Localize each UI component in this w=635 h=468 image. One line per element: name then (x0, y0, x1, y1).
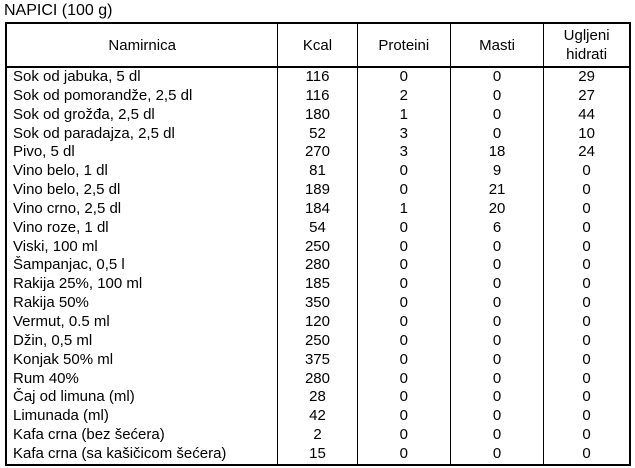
cell-proteini: 0 (357, 407, 450, 426)
cell-ugljeni-hidrati: 29 (544, 67, 630, 87)
cell-masti: 0 (450, 332, 543, 351)
cell-ugljeni-hidrati: 0 (544, 388, 630, 407)
cell-masti: 0 (450, 67, 543, 87)
cell-proteini: 2 (357, 87, 450, 106)
cell-proteini: 0 (357, 388, 450, 407)
cell-masti: 0 (450, 388, 543, 407)
cell-masti: 0 (450, 294, 543, 313)
table-row (6, 256, 630, 275)
cell-ugljeni-hidrati: 0 (544, 426, 630, 445)
cell-namirnica: Pivo, 5 dl (6, 143, 278, 162)
cell-kcal: 280 (278, 370, 357, 389)
cell-kcal: 184 (278, 200, 357, 219)
cell-proteini: 0 (357, 219, 450, 238)
cell-proteini: 3 (357, 143, 450, 162)
cell-kcal: 250 (278, 332, 357, 351)
cell-kcal: 180 (278, 106, 357, 125)
column-header-masti: Masti (450, 23, 543, 67)
table-body (6, 67, 630, 465)
cell-kcal: 2 (278, 426, 357, 445)
cell-masti: 21 (450, 181, 543, 200)
cell-masti: 6 (450, 219, 543, 238)
cell-masti: 0 (450, 370, 543, 389)
cell-masti: 0 (450, 445, 543, 465)
table-row (6, 407, 630, 426)
table-row (6, 238, 630, 257)
cell-ugljeni-hidrati: 0 (544, 219, 630, 238)
table-header (6, 23, 630, 67)
cell-ugljeni-hidrati: 0 (544, 332, 630, 351)
cell-namirnica: Konjak 50% ml (6, 351, 278, 370)
cell-proteini: 0 (357, 313, 450, 332)
cell-proteini: 0 (357, 332, 450, 351)
table-row (6, 351, 630, 370)
table-row (6, 275, 630, 294)
cell-ugljeni-hidrati: 10 (544, 125, 630, 144)
cell-namirnica: Sok od pomorandže, 2,5 dl (6, 87, 278, 106)
cell-ugljeni-hidrati: 0 (544, 200, 630, 219)
cell-kcal: 375 (278, 351, 357, 370)
table-title: NAPICI (100 g) (4, 2, 113, 19)
column-header-proteini: Proteini (357, 23, 450, 67)
cell-namirnica: Rakija 50% (6, 294, 278, 313)
cell-namirnica: Šampanjac, 0,5 l (6, 256, 278, 275)
cell-proteini: 0 (357, 445, 450, 465)
cell-ugljeni-hidrati: 44 (544, 106, 630, 125)
table-row (6, 200, 630, 219)
cell-namirnica: Limunada (ml) (6, 407, 278, 426)
table-row (6, 332, 630, 351)
cell-namirnica: Viski, 100 ml (6, 238, 278, 257)
table-row (6, 426, 630, 445)
table-row (6, 313, 630, 332)
cell-masti: 9 (450, 162, 543, 181)
cell-ugljeni-hidrati: 27 (544, 87, 630, 106)
cell-proteini: 1 (357, 200, 450, 219)
cell-namirnica: Rum 40% (6, 370, 278, 389)
cell-masti: 0 (450, 351, 543, 370)
cell-namirnica: Vino crno, 2,5 dl (6, 200, 278, 219)
cell-proteini: 0 (357, 181, 450, 200)
column-header-ugljeni-hidrati: Ugljeni hidrati (544, 23, 630, 67)
cell-kcal: 185 (278, 275, 357, 294)
cell-ugljeni-hidrati: 0 (544, 407, 630, 426)
cell-kcal: 270 (278, 143, 357, 162)
cell-proteini: 0 (357, 238, 450, 257)
cell-namirnica: Vino belo, 1 dl (6, 162, 278, 181)
cell-proteini: 3 (357, 125, 450, 144)
cell-masti: 0 (450, 256, 543, 275)
cell-ugljeni-hidrati: 0 (544, 275, 630, 294)
cell-masti: 0 (450, 125, 543, 144)
cell-namirnica: Rakija 25%, 100 ml (6, 275, 278, 294)
table-row (6, 370, 630, 389)
cell-ugljeni-hidrati: 0 (544, 294, 630, 313)
nutrition-table (5, 22, 631, 466)
cell-ugljeni-hidrati: 0 (544, 445, 630, 465)
cell-proteini: 0 (357, 351, 450, 370)
cell-masti: 0 (450, 106, 543, 125)
column-header-kcal: Kcal (278, 23, 357, 67)
table-row (6, 106, 630, 125)
cell-ugljeni-hidrati: 0 (544, 238, 630, 257)
cell-ugljeni-hidrati: 0 (544, 181, 630, 200)
cell-kcal: 81 (278, 162, 357, 181)
cell-proteini: 0 (357, 370, 450, 389)
cell-kcal: 52 (278, 125, 357, 144)
cell-namirnica: Sok od grožđa, 2,5 dl (6, 106, 278, 125)
cell-masti: 0 (450, 275, 543, 294)
table-row (6, 162, 630, 181)
cell-namirnica: Sok od paradajza, 2,5 dl (6, 125, 278, 144)
cell-namirnica: Vino roze, 1 dl (6, 219, 278, 238)
cell-namirnica: Čaj od limuna (ml) (6, 388, 278, 407)
cell-kcal: 280 (278, 256, 357, 275)
table-row (6, 445, 630, 465)
cell-masti: 0 (450, 426, 543, 445)
cell-masti: 0 (450, 238, 543, 257)
table-row (6, 125, 630, 144)
table-row (6, 143, 630, 162)
cell-masti: 0 (450, 407, 543, 426)
cell-kcal: 116 (278, 87, 357, 106)
cell-proteini: 1 (357, 106, 450, 125)
table-row (6, 87, 630, 106)
cell-ugljeni-hidrati: 0 (544, 351, 630, 370)
table-row (6, 67, 630, 87)
header-row (6, 23, 630, 67)
cell-proteini: 0 (357, 426, 450, 445)
cell-proteini: 0 (357, 294, 450, 313)
cell-ugljeni-hidrati: 0 (544, 256, 630, 275)
cell-namirnica: Kafa crna (bez šećera) (6, 426, 278, 445)
table-row (6, 294, 630, 313)
cell-ugljeni-hidrati: 24 (544, 143, 630, 162)
table-row (6, 181, 630, 200)
cell-masti: 18 (450, 143, 543, 162)
cell-namirnica: Džin, 0,5 ml (6, 332, 278, 351)
cell-proteini: 0 (357, 162, 450, 181)
cell-kcal: 54 (278, 219, 357, 238)
cell-namirnica: Vino belo, 2,5 dl (6, 181, 278, 200)
cell-namirnica: Kafa crna (sa kašičicom šećera) (6, 445, 278, 465)
cell-proteini: 0 (357, 67, 450, 87)
cell-namirnica: Vermut, 0.5 ml (6, 313, 278, 332)
cell-kcal: 15 (278, 445, 357, 465)
cell-ugljeni-hidrati: 0 (544, 313, 630, 332)
cell-kcal: 250 (278, 238, 357, 257)
cell-kcal: 120 (278, 313, 357, 332)
cell-kcal: 28 (278, 388, 357, 407)
column-header-namirnica: Namirnica (6, 23, 278, 67)
cell-masti: 20 (450, 200, 543, 219)
cell-kcal: 116 (278, 67, 357, 87)
cell-kcal: 350 (278, 294, 357, 313)
cell-proteini: 0 (357, 256, 450, 275)
table-row (6, 388, 630, 407)
cell-ugljeni-hidrati: 0 (544, 370, 630, 389)
cell-proteini: 0 (357, 275, 450, 294)
cell-kcal: 42 (278, 407, 357, 426)
cell-kcal: 189 (278, 181, 357, 200)
cell-masti: 0 (450, 313, 543, 332)
table-row (6, 219, 630, 238)
cell-ugljeni-hidrati: 0 (544, 162, 630, 181)
cell-masti: 0 (450, 87, 543, 106)
cell-namirnica: Sok od jabuka, 5 dl (6, 67, 278, 87)
